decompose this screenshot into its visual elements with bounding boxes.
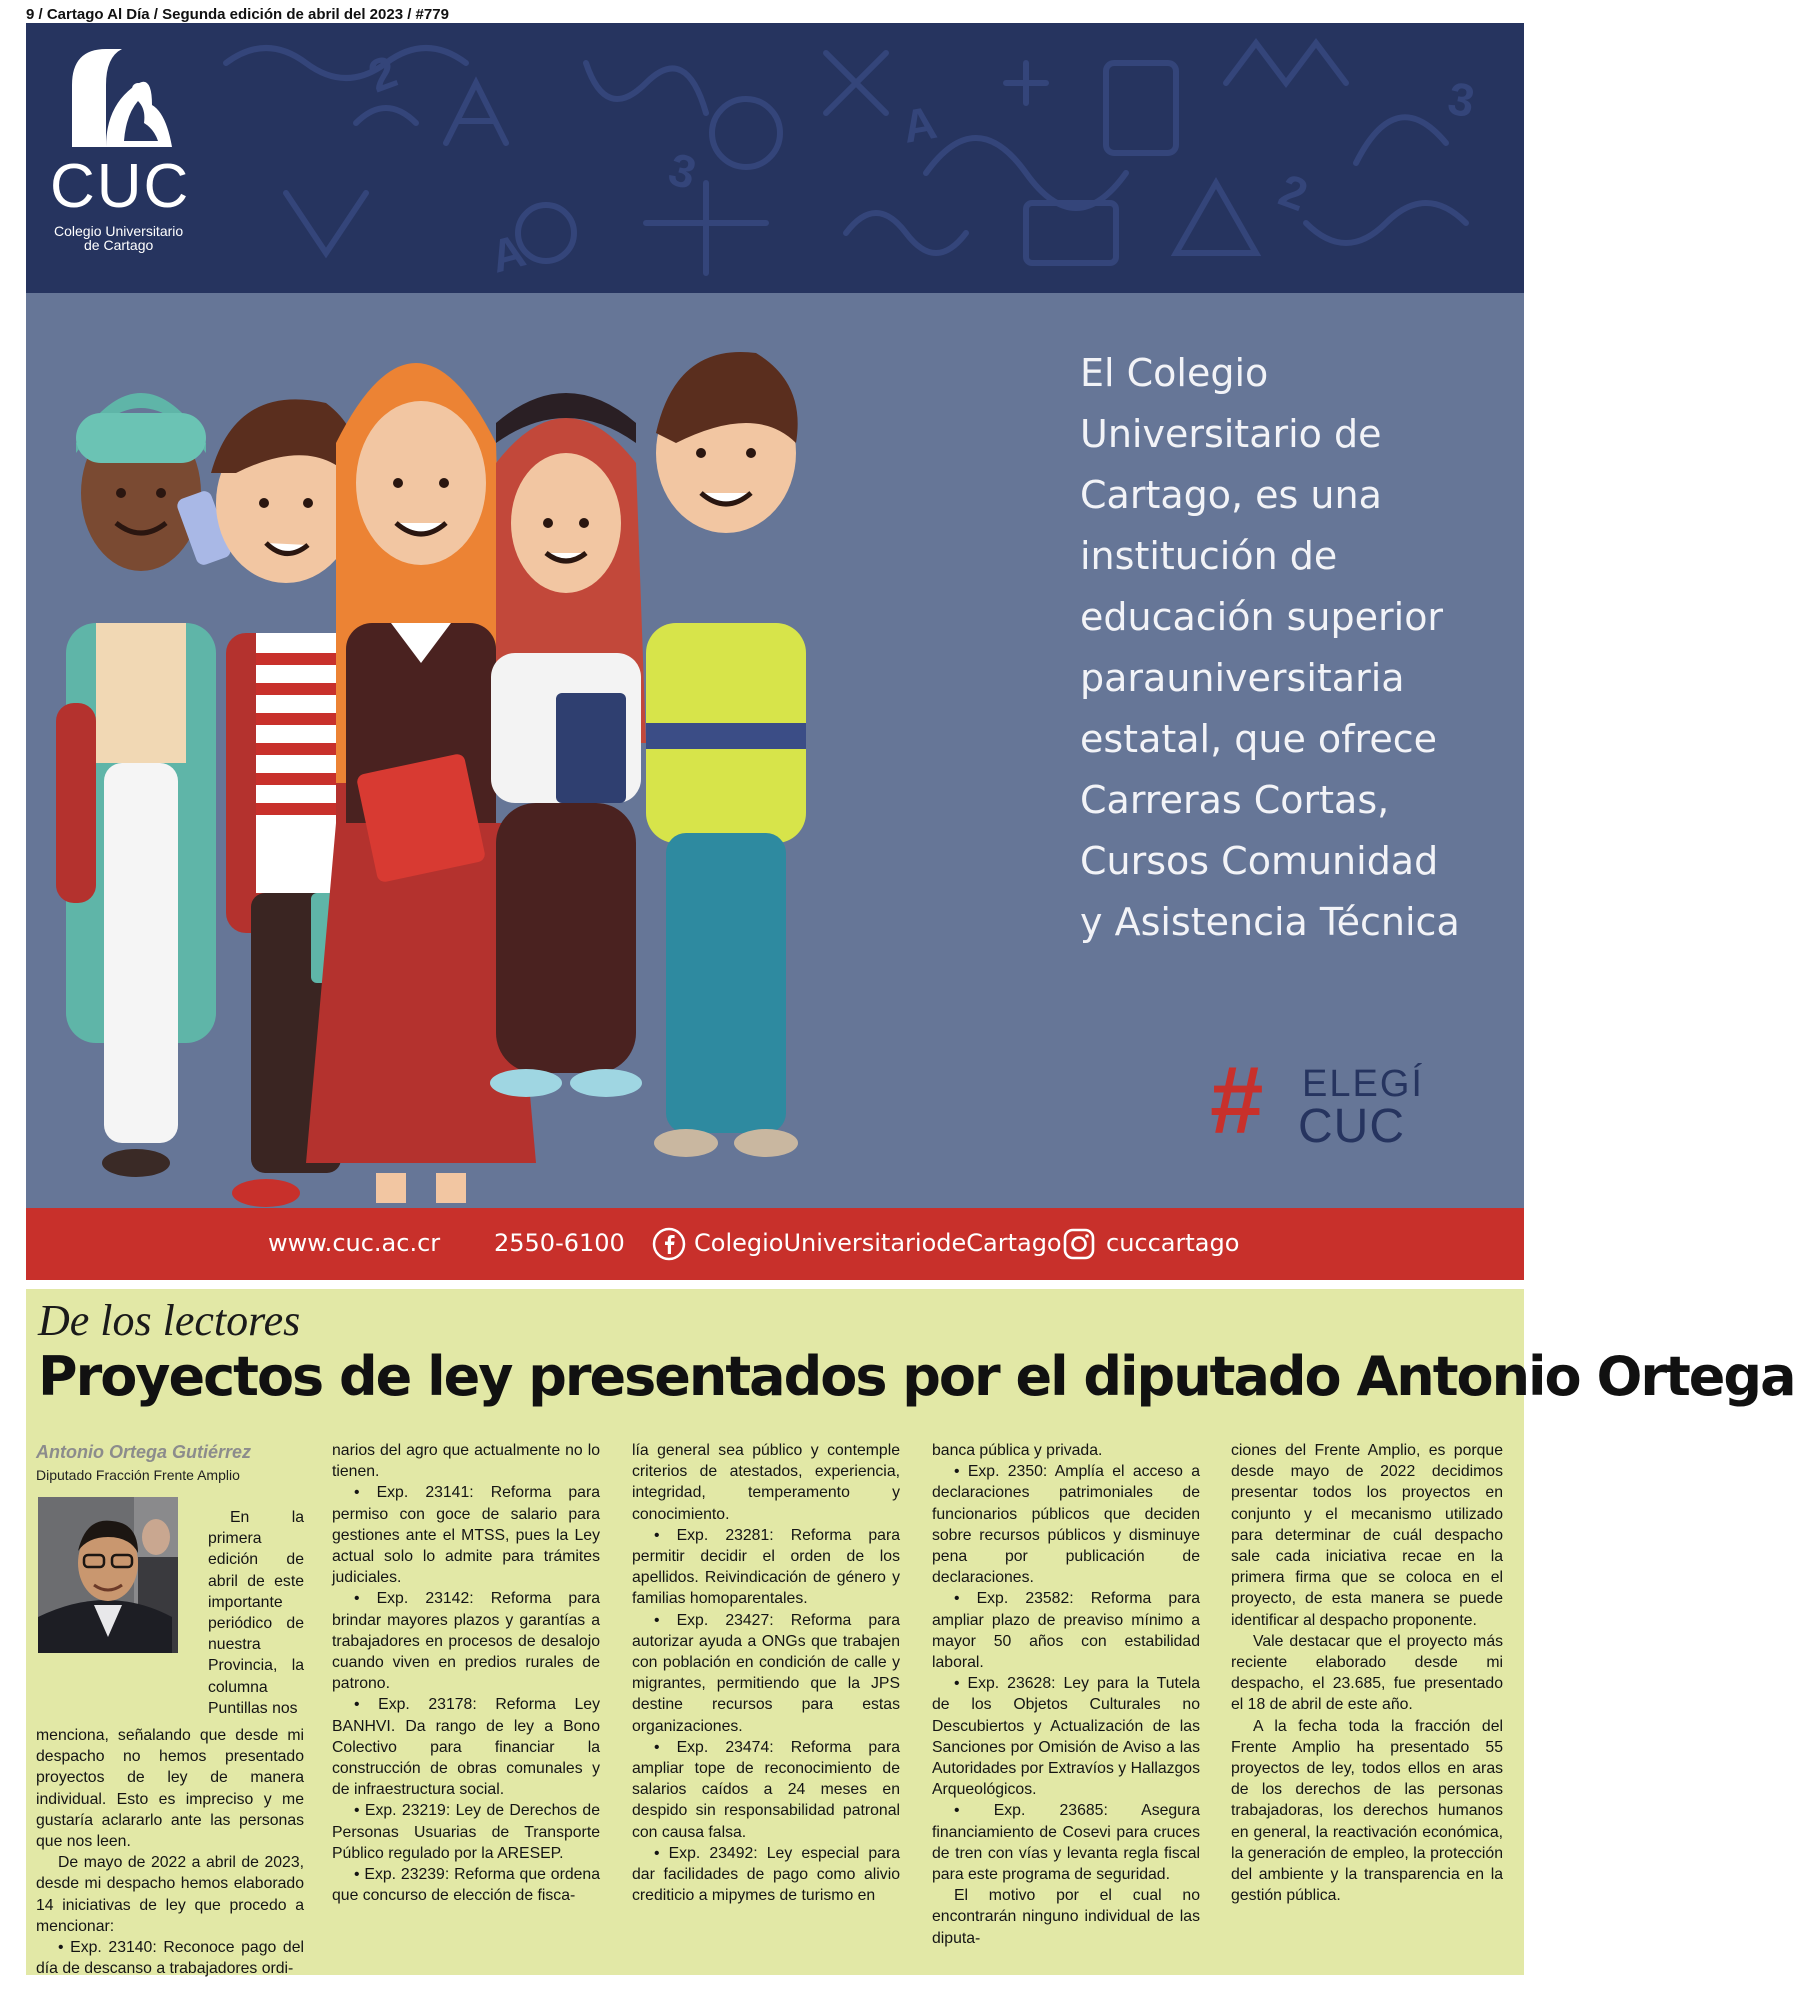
article-paragraph: • Exp. 23427: Reforma para autorizar ayuda a ONGs que trabajen con población en condición de calle y migrantes, permitiendo que la JPS destine recursos para estas organizaciones. — [632, 1611, 900, 1735]
ad-text-line: Cartago, es una — [1080, 473, 1382, 517]
page-header: 9 / Cartago Al Día / Segunda edición de abril del 2023 / #779 — [26, 6, 449, 23]
article-paragraph: De mayo de 2022 a abril de 2023, desde mi despacho hemos elaborado 14 iniciativas de ley que procedo a mencionar: — [36, 1854, 304, 1935]
article-paragraph: • Exp. 23140: Reconoce pago del día de descanso a trabajadores ordi- — [36, 1939, 304, 1978]
ad-description — [1080, 343, 1510, 953]
student-boy-yellow — [646, 352, 806, 1157]
instagram-icon — [1062, 1227, 1096, 1261]
article-paragraph: • Exp. 23178: Reforma Ley BANHVI. Da rango de ley a Bono Colectivo para financiar la construcción de obras comunales y de infraestructura social. — [332, 1696, 600, 1799]
article-paragraph: • Exp. 23219: Ley de Derechos de Personas Usuarias de Transporte Público regulado por la ARESEP. — [332, 1802, 600, 1862]
svg-text:A: A — [485, 223, 531, 283]
website-link[interactable]: www.cuc.ac.cr — [268, 1229, 441, 1257]
article-paragraph: • Exp. 23628: Ley para la Tutela de los Objetos Culturales no Descubiertos y Actualización de las Sanciones por Omisión de Aviso a las Autoridades por Extravíos y Hallazgos Arqueológicos. — [932, 1675, 1200, 1799]
phone-number: 2550-6100 — [494, 1229, 625, 1257]
cuc-advertisement — [26, 23, 1524, 1280]
article-paragraph: • Exp. 23142: Reforma para brindar mayores plazos y garantías a trabajadores en procesos de desalojo cuando viven en predios rurales de patrono. — [332, 1590, 600, 1693]
students-illustration — [36, 323, 956, 1203]
article-paragraph: lía general sea público y contemple criterios de atestados, experiencia, integridad, temperamento y conocimiento. — [632, 1442, 900, 1523]
hashtag-line1: ELEGÍ — [1302, 1063, 1424, 1105]
article-column-4 — [932, 1440, 1200, 1949]
svg-text:2: 2 — [361, 44, 404, 103]
ad-text-line: estatal, que ofrece — [1080, 717, 1437, 761]
author-role: Diputado Fracción Frente Amplio — [36, 1467, 240, 1483]
ad-text-line: El Colegio — [1080, 351, 1269, 395]
section-title: De los lectores — [38, 1296, 301, 1345]
hashtag-line2: CUC — [1298, 1100, 1405, 1153]
article-paragraph: En la primera edición de abril de este importante periódico de nuestra Provincia, la columna Puntillas nos — [208, 1509, 304, 1717]
logo-name-line1: Colegio Universitario — [54, 223, 184, 239]
article-paragraph: • Exp. 23582: Reforma para ampliar plazo de preaviso mínimo a mayor 50 años con estabilidad laboral. — [932, 1590, 1200, 1672]
ad-text-line: y Asistencia Técnica — [1080, 900, 1460, 944]
article-column-3 — [632, 1440, 900, 1906]
article-paragraph: banca pública y privada. — [932, 1442, 1103, 1459]
instagram-link[interactable]: cuccartago — [1106, 1229, 1240, 1257]
article-paragraph: • Exp. 23685: Asegura financiamiento de Cosevi para cruces de tren con vías y levanta regla fiscal para este programa de seguridad. — [932, 1802, 1200, 1884]
article-paragraph: • Exp. 23281: Reforma para permitir decidir el orden de los apellidos. Reivindicación de género y familias homoparentales. — [632, 1526, 900, 1608]
article-paragraph: • Exp. 23239: Reforma que ordena que concurso de elección de fisca- — [332, 1866, 600, 1905]
article-author: Antonio Ortega Gutiérrez — [36, 1442, 252, 1462]
article-paragraph: Vale destacar que el proyecto más reciente elaborado desde mi despacho, el 23.685, fue presentado el 18 de abril de este año. — [1231, 1632, 1503, 1714]
logo-name-line2: de Cartago — [84, 237, 154, 253]
article-column-2 — [332, 1440, 600, 1906]
article-paragraph: • Exp. 23141: Reforma para permiso con goce de salario para gestiones ante el MTSS, pues la Ley actual solo lo admite para trámites judiciales. — [332, 1484, 600, 1587]
hashtag-symbol: # — [1210, 1047, 1264, 1154]
svg-text:2: 2 — [1272, 163, 1315, 222]
ad-text-line: Universitario de — [1080, 412, 1382, 456]
student-girl-white — [490, 393, 646, 1097]
ad-text-line: educación superior — [1080, 595, 1444, 639]
article-paragraph: • Exp. 2350: Amplía el acceso a declaraciones patrimoniales de funcionarios públicos que deciden sobre recursos públicos y disminuye pena por publicación de declaraciones. — [932, 1463, 1200, 1587]
ad-top-banner — [26, 23, 1524, 293]
facebook-icon — [652, 1227, 686, 1261]
article-paragraph: El motivo por el cual no encontrarán ninguno individual de las diputa- — [932, 1887, 1200, 1947]
svg-text:3: 3 — [1444, 71, 1479, 128]
logo-abbreviation: CUC — [50, 152, 191, 221]
ad-text-line: Carreras Cortas, — [1080, 778, 1390, 822]
ad-text-line: parauniversitaria — [1080, 656, 1405, 700]
ad-text-line: institución de — [1080, 534, 1338, 578]
article-paragraph: • Exp. 23474: Reforma para ampliar tope de reconocimiento de salarios caídos a 24 meses en despido sin responsabilidad patronal con causa falsa. — [632, 1738, 900, 1841]
ad-text-line: Cursos Comunidad — [1080, 839, 1439, 883]
cuc-logo-icon — [66, 45, 178, 149]
svg-text:3: 3 — [663, 142, 702, 200]
article-paragraph: narios del agro que actualmente no lo tienen. — [332, 1442, 600, 1481]
article-paragraph: ciones del Frente Amplio, es porque desde mayo de 2022 decidimos presentar todos los proyectos en conjunto y el mecanismo utilizado para determinar de cuál despacho sale cada iniciativa recae en la primera firma que se coloca en el proyecto, de esta manera se puede identificar al despacho proponente. — [1231, 1442, 1503, 1629]
article-column-1 — [36, 1507, 304, 1979]
opinion-article — [26, 1289, 1795, 1978]
article-column-5 — [1231, 1440, 1503, 1906]
article-paragraph: A la fecha toda la fracción del Frente Amplio ha presentado 55 proyectos de ley, todos ellos en aras de los derechos de las personas trabajadoras, los derechos humanos en general, la reactivación económica, la generación de empleo, la protección del ambiente y la transparencia en la gestión pública. — [1231, 1717, 1503, 1905]
article-headline: Proyectos de ley presentados por el diputado Antonio Ortega — [38, 1345, 1795, 1408]
article-paragraph: menciona, señalando que desde mi despacho no hemos presentado proyectos de ley de manera individual. Esto es impreciso y me gustaría aclararlo ante las personas que nos leen. — [36, 1727, 304, 1851]
svg-text:A: A — [898, 95, 941, 153]
student-girl-teal — [56, 393, 233, 1177]
article-paragraph: • Exp. 23492: Ley especial para dar facilidades de pago como alivio crediticio a mipymes de turismo en — [632, 1844, 900, 1905]
doodle-pattern — [26, 23, 1524, 293]
facebook-link[interactable]: ColegioUniversitariodeCartago — [694, 1229, 1062, 1257]
